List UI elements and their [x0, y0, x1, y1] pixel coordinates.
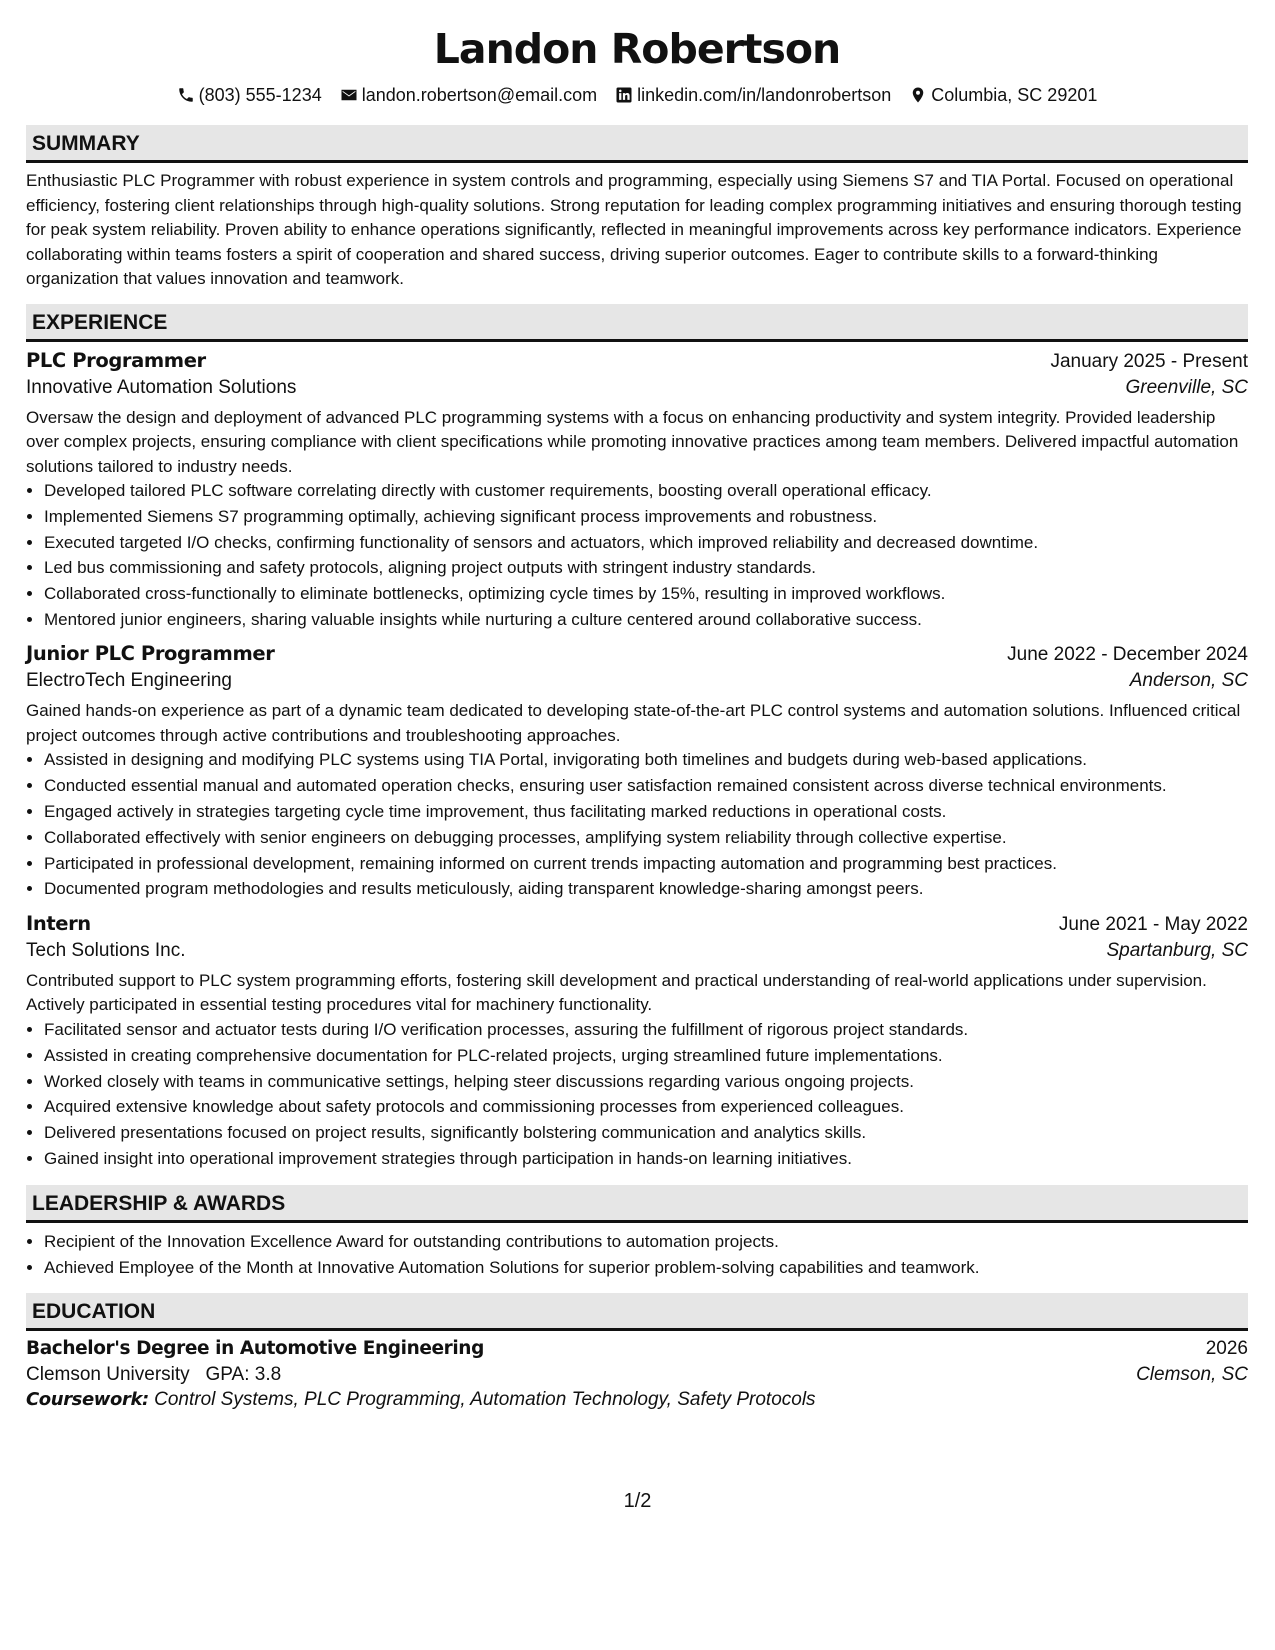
list-item: • Developed tailored PLC software correlating directly with customer requirements, boosting overall operational efficacy.	[44, 479, 1248, 504]
experience-entry	[26, 349, 1248, 633]
envelope-icon	[340, 86, 358, 104]
experience-entry	[26, 642, 1248, 901]
list-item: • Collaborated cross-functionally to eliminate bottlenecks, optimizing cycle times by 15%, resulting in improved workflows.	[44, 582, 1248, 607]
job-dates: June 2022 - December 2024	[1007, 644, 1248, 666]
job-location: Anderson, SC	[1129, 670, 1248, 692]
section-header-leadership: LEADERSHIP & AWARDS	[26, 1185, 1248, 1223]
job-title: PLC Programmer	[26, 348, 206, 372]
education-header	[26, 1338, 1248, 1360]
list-item: • Conducted essential manual and automated operation checks, ensuring user satisfaction remained consistent across diverse technical environments.	[44, 774, 1248, 799]
list-item: • Achieved Employee of the Month at Innovative Automation Solutions for superior problem-solving capabilities and teamwork.	[44, 1256, 1248, 1281]
coursework-line	[26, 1389, 1248, 1411]
degree-title: Bachelor's Degree in Automotive Engineering	[26, 1337, 484, 1359]
list-item: • Assisted in designing and modifying PLC systems using TIA Portal, invigorating both timelines and budgets during web-based applications.	[44, 748, 1248, 773]
email-link[interactable]: landon.robertson@email.com	[361, 84, 598, 105]
job-description: Contributed support to PLC system programming efforts, fostering skill development and practical understanding of real-world applications under supervision. Actively participated in essential testing procedures vital for machinery functionality.	[26, 970, 1207, 1015]
job-company: Innovative Automation Solutions	[26, 376, 297, 398]
candidate-name: Landon Robertson	[433, 25, 841, 73]
job-company-row	[26, 670, 1248, 692]
list-item: • Mentored junior engineers, sharing valuable insights while nurturing a culture centered around collaborative success.	[44, 608, 1248, 633]
job-location: Greenville, SC	[1125, 376, 1248, 398]
resume-page	[26, 0, 1248, 1411]
contact-location	[909, 85, 1097, 106]
summary-text: Enthusiastic PLC Programmer with robust experience in system controls and programming, especially using Siemens S7 and TIA Portal. Focused on operational efficiency, fostering client relationships through high-quality solutions. Strong reputation for leading complex programming initiatives and ensuring thorough testing for peak system reliability. Proven ability to enhance operations significantly, reflected in meaningful improvements across key performance indicators. Experience collaborating within teams fosters a spirit of cooperation and shared success, driving superior outcomes. Eager to contribute skills to a forward-thinking organization that values innovation and teamwork.	[26, 171, 1242, 288]
job-title: Junior PLC Programmer	[26, 642, 275, 666]
job-company-row	[26, 377, 1248, 399]
education-entry	[26, 1338, 1248, 1411]
list-item: • Engaged actively in strategies targeting cycle time improvement, thus facilitating marked reductions in operational costs.	[44, 800, 1248, 825]
list-item: • Participated in professional development, remaining informed on current trends impacting automation and programming best practices.	[44, 852, 1248, 877]
list-item: • Delivered presentations focused on project results, significantly bolstering communication and analytics skills.	[44, 1121, 1248, 1146]
list-item: • Worked closely with teams in communicative settings, helping steer discussions regarding various ongoing projects.	[44, 1070, 1248, 1095]
job-header	[26, 349, 1248, 373]
phone-icon	[177, 86, 195, 104]
job-bullets	[26, 479, 1248, 632]
school-location: Clemson, SC	[1136, 1363, 1248, 1385]
contact-phone	[177, 85, 322, 106]
linkedin-icon	[615, 86, 633, 104]
job-company: ElectroTech Engineering	[26, 670, 232, 692]
list-item: • Executed targeted I/O checks, confirming functionality of sensors and actuators, which improved reliability and decreased downtime.	[44, 531, 1248, 556]
job-location: Spartanburg, SC	[1106, 939, 1248, 961]
map-pin-icon	[909, 86, 927, 104]
school-info	[26, 1364, 281, 1386]
job-header	[26, 912, 1248, 936]
job-company-row	[26, 940, 1248, 962]
contact-linkedin[interactable]	[615, 85, 891, 106]
job-header	[26, 642, 1248, 666]
phone-text: (803) 555-1234	[198, 84, 322, 105]
list-item: • Implemented Siemens S7 programming optimally, achieving significant process improvements and robustness.	[44, 505, 1248, 530]
list-item: • Gained insight into operational improvement strategies through participation in hands-on learning initiatives.	[44, 1147, 1248, 1172]
section-header-education: EDUCATION	[26, 1293, 1248, 1331]
job-dates: June 2021 - May 2022	[1058, 913, 1248, 935]
job-dates: January 2025 - Present	[1050, 350, 1248, 372]
section-header-experience: EXPERIENCE	[26, 304, 1248, 342]
job-description: Oversaw the design and deployment of advanced PLC programming systems with a focus on enhancing productivity and system integrity. Provided leadership over complex projects, ensuring compliance with client specifications while promoting innovative practices among team members. Delivered impactful automation solutions tailored to industry needs.	[26, 407, 1239, 476]
school-name: Clemson University	[26, 1363, 190, 1385]
page-number: 1/2	[623, 1490, 652, 1512]
list-item: • Acquired extensive knowledge about safety protocols and commissioning processes from experienced colleagues.	[44, 1095, 1248, 1120]
list-item: • Assisted in creating comprehensive documentation for PLC-related projects, urging streamlined future implementations.	[44, 1044, 1248, 1069]
location-text: Columbia, SC 29201	[931, 84, 1098, 105]
job-title: Intern	[26, 911, 91, 935]
leadership-bullets	[26, 1230, 1248, 1280]
education-school-row	[26, 1364, 1248, 1386]
coursework-list: Control Systems, PLC Programming, Automation Technology, Safety Protocols	[154, 1388, 816, 1410]
coursework-label: Coursework:	[26, 1388, 149, 1410]
job-bullets	[26, 748, 1248, 901]
list-item: • Led bus commissioning and safety protocols, aligning project outputs with stringent industry standards.	[44, 556, 1248, 581]
list-item: • Recipient of the Innovation Excellence Award for outstanding contributions to automation projects.	[44, 1230, 1248, 1255]
experience-entry	[26, 912, 1248, 1171]
list-item: • Collaborated effectively with senior engineers on debugging processes, amplifying system reliability through collective expertise.	[44, 826, 1248, 851]
job-description: Gained hands-on experience as part of a dynamic team dedicated to developing state-of-the-art PLC control systems and automation solutions. Influenced critical project outcomes through active contributions and troubleshooting approaches.	[26, 701, 1241, 745]
contact-email[interactable]	[340, 85, 597, 106]
graduation-year: 2026	[1205, 1337, 1248, 1359]
job-bullets	[26, 1018, 1248, 1171]
section-header-summary: SUMMARY	[26, 125, 1248, 163]
gpa: GPA: 3.8	[205, 1363, 282, 1385]
linkedin-link[interactable]: linkedin.com/in/landonrobertson	[637, 84, 892, 105]
list-item: • Documented program methodologies and results meticulously, aiding transparent knowledge-sharing amongst peers.	[44, 877, 1248, 902]
list-item: • Facilitated sensor and actuator tests during I/O verification processes, assuring the fulfillment of rigorous project standards.	[44, 1018, 1248, 1043]
contact-bar	[26, 82, 1248, 108]
job-company: Tech Solutions Inc.	[26, 939, 186, 961]
